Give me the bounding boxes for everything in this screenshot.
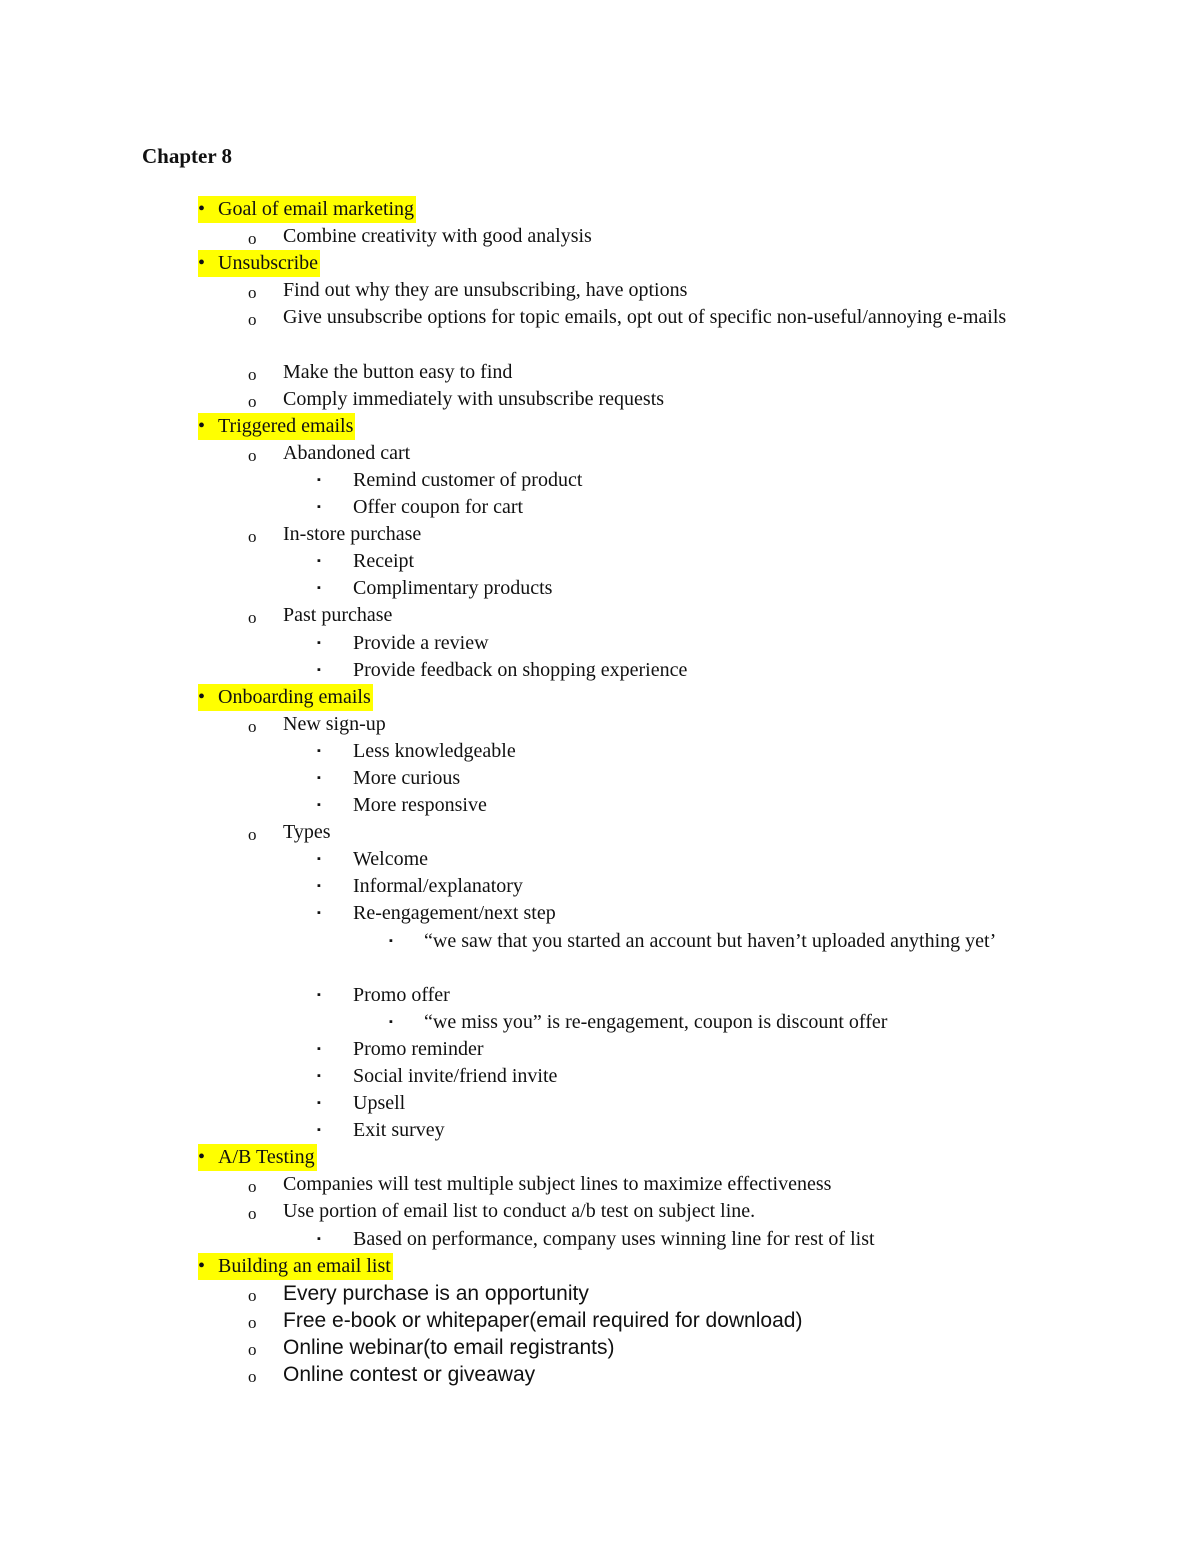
sub-item-text: Provide feedback on shopping experience [353,658,688,681]
circle-marker: o [248,310,257,330]
sub-item-text: Upsell [353,1092,406,1115]
sub-sub-item [0,928,1200,982]
bullet-marker: • [198,414,206,437]
sub-item [0,792,1200,819]
sub-item-text: Exit survey [353,1119,445,1142]
bullet-marker: • [198,198,206,220]
sub-item-text: Based on performance, company uses winning line for rest of list [353,1227,875,1250]
circle-marker: o [248,283,257,303]
highlight [198,196,416,223]
item-text: Give unsubscribe options for topic emails, opt out of specific non-useful/annoying e-mails [283,306,1007,329]
sub-sub-item-text: “we saw that you started an account but haven’t uploaded anything yet’ [424,929,997,952]
sub-item [0,982,1200,1009]
square-marker: ▪ [389,934,393,947]
square-marker: ▪ [317,663,321,676]
list-item [0,711,1200,738]
sub-item [0,1117,1200,1144]
square-marker: ▪ [317,880,321,893]
item-text: Free e-book or whitepaper(email required for download) [283,1308,803,1332]
circle-marker: o [248,229,257,249]
sub-item-text: Promo offer [353,983,450,1006]
square-marker: ▪ [317,988,321,1001]
sub-item-text: Re-engagement/next step [353,902,556,925]
list-item [0,1334,1200,1361]
square-marker: ▪ [317,1097,321,1110]
square-marker: ▪ [317,744,321,757]
square-marker: ▪ [317,771,321,784]
list-item [0,223,1200,250]
circle-marker: o [248,716,257,736]
highlight [198,1253,393,1280]
item-text: Make the button easy to find [283,360,513,383]
list-item [0,386,1200,413]
heading-text: Onboarding emails [218,685,371,708]
sub-item [0,1063,1200,1090]
circle-marker: o [248,1339,257,1359]
sub-item [0,657,1200,684]
item-text: Past purchase [283,604,393,627]
section-heading [0,1253,1200,1280]
square-marker: ▪ [389,1015,393,1028]
square-marker: ▪ [317,799,321,812]
section-heading [0,684,1200,711]
list-item [0,1307,1200,1334]
circle-marker: o [248,1204,257,1224]
outline [0,196,1200,1388]
square-marker: ▪ [317,473,321,486]
list-item [0,359,1200,386]
square-marker: ▪ [317,555,321,568]
circle-marker: o [248,364,257,384]
sub-item [0,765,1200,792]
sub-item-text: Remind customer of product [353,468,583,491]
sub-item-text: Social invite/friend invite [353,1065,558,1087]
heading-text: Goal of email marketing [218,198,415,220]
circle-marker: o [248,825,257,845]
section-heading [0,250,1200,277]
sub-item [0,575,1200,602]
sub-item [0,1226,1200,1253]
heading-text: Triggered emails [218,414,354,437]
sub-item [0,467,1200,494]
sub-item [0,1036,1200,1063]
sub-item [0,738,1200,765]
heading-text: Unsubscribe [218,252,318,275]
sub-item-text: Welcome [353,848,429,871]
square-marker: ▪ [317,636,321,649]
section-heading [0,1144,1200,1171]
sub-item-text: Offer coupon for cart [353,496,524,519]
item-text: Abandoned cart [283,441,411,464]
circle-marker: o [248,1177,257,1197]
item-text: Every purchase is an opportunity [283,1281,589,1305]
square-marker: ▪ [317,501,321,514]
bullet-marker: • [198,252,206,275]
sub-item-text: More curious [353,766,461,789]
list-item [0,304,1200,358]
sub-item [0,900,1200,927]
item-text: Online webinar(to email registrants) [283,1335,615,1359]
sub-sub-item [0,1009,1200,1036]
list-item [0,1198,1200,1225]
section-heading [0,196,1200,223]
item-text: Companies will test multiple subject lines to maximize effectiveness [283,1173,832,1196]
item-text: New sign-up [283,712,386,735]
section-heading [0,413,1200,440]
bullet-marker: • [198,1254,206,1277]
sub-item [0,873,1200,900]
sub-item-text: Less knowledgeable [353,739,516,762]
circle-marker: o [248,1367,257,1387]
sub-item-text: Receipt [353,550,415,573]
square-marker: ▪ [317,1232,321,1245]
sub-item-text: Complimentary products [353,577,553,600]
circle-marker: o [248,608,257,628]
highlight [198,413,355,440]
item-text: Find out why they are unsubscribing, have options [283,279,688,302]
circle-marker: o [248,1285,257,1305]
highlight [198,1144,317,1171]
bullet-marker: • [198,1146,206,1169]
item-text: Use portion of email list to conduct a/b test on subject line. [283,1200,756,1223]
list-item [0,521,1200,548]
sub-item [0,630,1200,657]
page-title: Chapter 8 [142,144,233,168]
sub-item-text: More responsive [353,794,487,817]
circle-marker: o [248,1312,257,1332]
square-marker: ▪ [317,853,321,866]
item-text: Comply immediately with unsubscribe requests [283,387,665,410]
heading-text: Building an email list [218,1254,391,1277]
square-marker: ▪ [317,907,321,920]
square-marker: ▪ [317,1124,321,1137]
sub-item-text: Promo reminder [353,1037,484,1060]
sub-sub-item-text: “we miss you” is re-engagement, coupon is discount offer [424,1010,888,1033]
square-marker: ▪ [317,582,321,595]
sub-item [0,548,1200,575]
highlight [198,250,320,277]
list-item [0,277,1200,304]
list-item [0,1361,1200,1388]
heading-text: A/B Testing [218,1146,315,1169]
item-text: In-store purchase [283,523,422,546]
circle-marker: o [248,445,257,465]
square-marker: ▪ [317,1042,321,1055]
square-marker: ▪ [317,1070,321,1082]
list-item [0,602,1200,629]
sub-item [0,1090,1200,1117]
list-item [0,819,1200,846]
item-text: Online contest or giveaway [283,1363,536,1387]
list-item [0,440,1200,467]
circle-marker: o [248,527,257,547]
sub-item [0,494,1200,521]
sub-item [0,846,1200,873]
bullet-marker: • [198,685,206,708]
sub-item-text: Informal/explanatory [353,875,523,898]
list-item [0,1171,1200,1198]
item-text: Types [283,821,331,844]
sub-item-text: Provide a review [353,631,489,654]
list-item [0,1280,1200,1307]
item-text: Combine creativity with good analysis [283,225,592,248]
circle-marker: o [248,391,257,411]
highlight [198,684,373,711]
